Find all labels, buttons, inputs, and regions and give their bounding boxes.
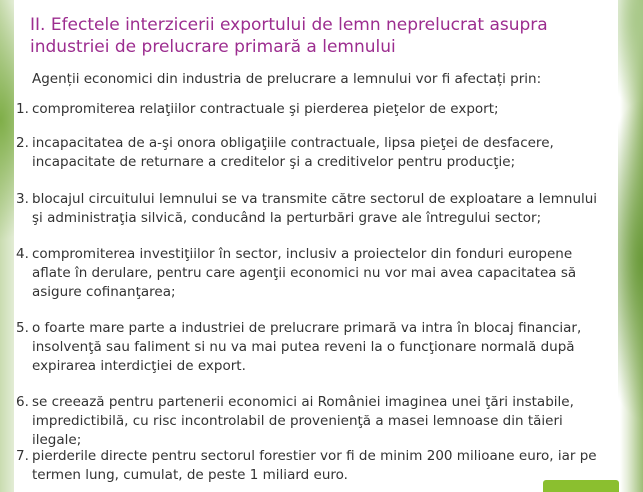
item-text: incapacitatea de a-şi onora obligaţiile contractuale, lipsa pieţei de desfacere, incapacitate de returnare a creditelor şi a creditivelor pentru producţie;	[32, 135, 554, 170]
corner-tab	[543, 480, 619, 492]
item-number: 1.	[16, 101, 29, 117]
article-panel	[14, 0, 618, 492]
intro-paragraph: Agenții economici din industria de prelucrare a lemnului vor fi afectați prin:	[32, 71, 542, 87]
item-number: 4.	[16, 246, 29, 262]
item-number: 3.	[16, 191, 29, 207]
list-item	[14, 190, 604, 228]
item-text: se creează pentru partenerii economici ai României imaginea unei ţări instabile, impredictibilă, cu risc incontrolabil de provenienţă a masei lemnoase din tăieri ilegale;	[32, 394, 574, 448]
item-number: 5.	[16, 320, 29, 336]
list-item	[14, 100, 604, 119]
list-item	[14, 245, 604, 302]
item-number: 6.	[16, 394, 29, 410]
list-item	[14, 393, 604, 450]
item-number: 2.	[16, 135, 29, 151]
section-title: II. Efectele interzicerii exportului de lemn neprelucrat asupra industriei de prelucrare primară a lemnului	[30, 15, 548, 57]
item-text: compromiterea investiţiilor în sector, inclusiv a proiectelor din fonduri europene aflate în derulare, pentru care agenţii economici nu vor mai avea capacitatea să asigure cofinanţarea;	[32, 246, 577, 300]
item-text: pierderile directe pentru sectorul forestier vor fi de minim 200 milioane euro, iar pe termen lung, cumulat, de peste 1 miliard euro.	[32, 448, 597, 483]
list-item	[14, 319, 604, 376]
item-text: o foarte mare parte a industriei de prelucrare primară va intra în blocaj financiar, insolvenţă sau faliment si nu va mai putea reveni la o funcţionare normală după expirarea interdicţiei de export.	[32, 320, 582, 374]
item-number: 7.	[16, 448, 29, 464]
item-text: blocajul circuitului lemnului se va transmite către sectorul de exploatare a lemnului şi administraţia silvică, conducând la perturbări grave ale întregului sector;	[32, 191, 598, 226]
list-item	[14, 134, 604, 172]
item-text: compromiterea relaţiilor contractuale şi pierderea pieţelor de export;	[32, 101, 499, 117]
list-item	[14, 447, 604, 485]
